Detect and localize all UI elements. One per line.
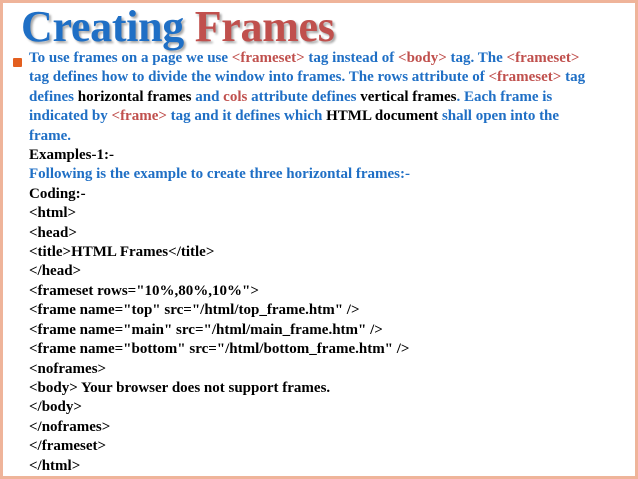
highlight-horizontal-frames: horizontal frames [77, 88, 192, 105]
title-word-frames: Frames [194, 2, 335, 51]
text-run: . Each frame is [456, 88, 553, 105]
title-word-creating: Creating [21, 2, 184, 51]
coding-label: Coding:- [29, 185, 86, 202]
code-line: </frameset> [29, 438, 107, 455]
code-line: <body> Your browser does not support frames. [29, 379, 331, 396]
paragraph-line-5: frame. [29, 127, 72, 144]
code-line: <title>HTML Frames</title> [29, 244, 215, 261]
code-line: </noframes> [29, 418, 111, 435]
code-line: <noframes> [29, 360, 107, 377]
paragraph-line-2 [29, 68, 629, 87]
text-run: tag and it defines which [166, 108, 327, 125]
code-line: <frame name="main" src="/html/main_frame.htm" /> [29, 321, 383, 338]
bullet-icon [13, 58, 22, 67]
paragraph-line-1 [29, 49, 629, 68]
code-line: <frameset rows="10%,80%,10%"> [29, 282, 259, 299]
highlight-vertical-frames: vertical frames [360, 88, 457, 105]
code-block [29, 204, 629, 476]
examples-heading: Examples-1:- [29, 147, 114, 164]
code-line: </head> [29, 263, 82, 280]
code-line: </body> [29, 399, 82, 416]
text-run: tag [561, 69, 586, 86]
code-line: </html> [29, 457, 81, 474]
text-run: tag defines how to divide the window into frames. The rows attribute of [29, 69, 489, 86]
text-run: indicated by [29, 108, 112, 125]
text-run: defines [29, 88, 78, 105]
text-run: attribute defines [247, 88, 361, 105]
paragraph-line-3 [29, 88, 629, 107]
frameset-tag: <frameset> [231, 50, 305, 66]
frameset-tag: <frameset> [488, 69, 562, 86]
frameset-tag: <frameset> [506, 50, 580, 66]
code-line: <frame name="bottom" src="/html/bottom_frame.htm" /> [29, 341, 410, 358]
text-run: tag. The [446, 50, 507, 66]
text-run: To use frames on a page we use [29, 50, 232, 66]
slide-title [21, 0, 335, 55]
code-line: <head> [29, 224, 77, 241]
text-run: shall open into the [438, 108, 560, 125]
cols-keyword: cols [223, 88, 248, 105]
code-line: <html> [29, 205, 77, 222]
frame-tag: <frame> [111, 108, 167, 125]
text-run: and [191, 88, 224, 105]
body-tag: <body> [398, 50, 447, 66]
slide-body [29, 49, 629, 476]
paragraph-line-4 [29, 107, 629, 126]
example-intro: Following is the example to create three horizontal frames:- [29, 166, 411, 183]
highlight-html-document: HTML document [326, 108, 439, 125]
text-run: tag instead of [304, 50, 399, 66]
code-line: <frame name="top" src="/html/top_frame.htm" /> [29, 302, 360, 319]
